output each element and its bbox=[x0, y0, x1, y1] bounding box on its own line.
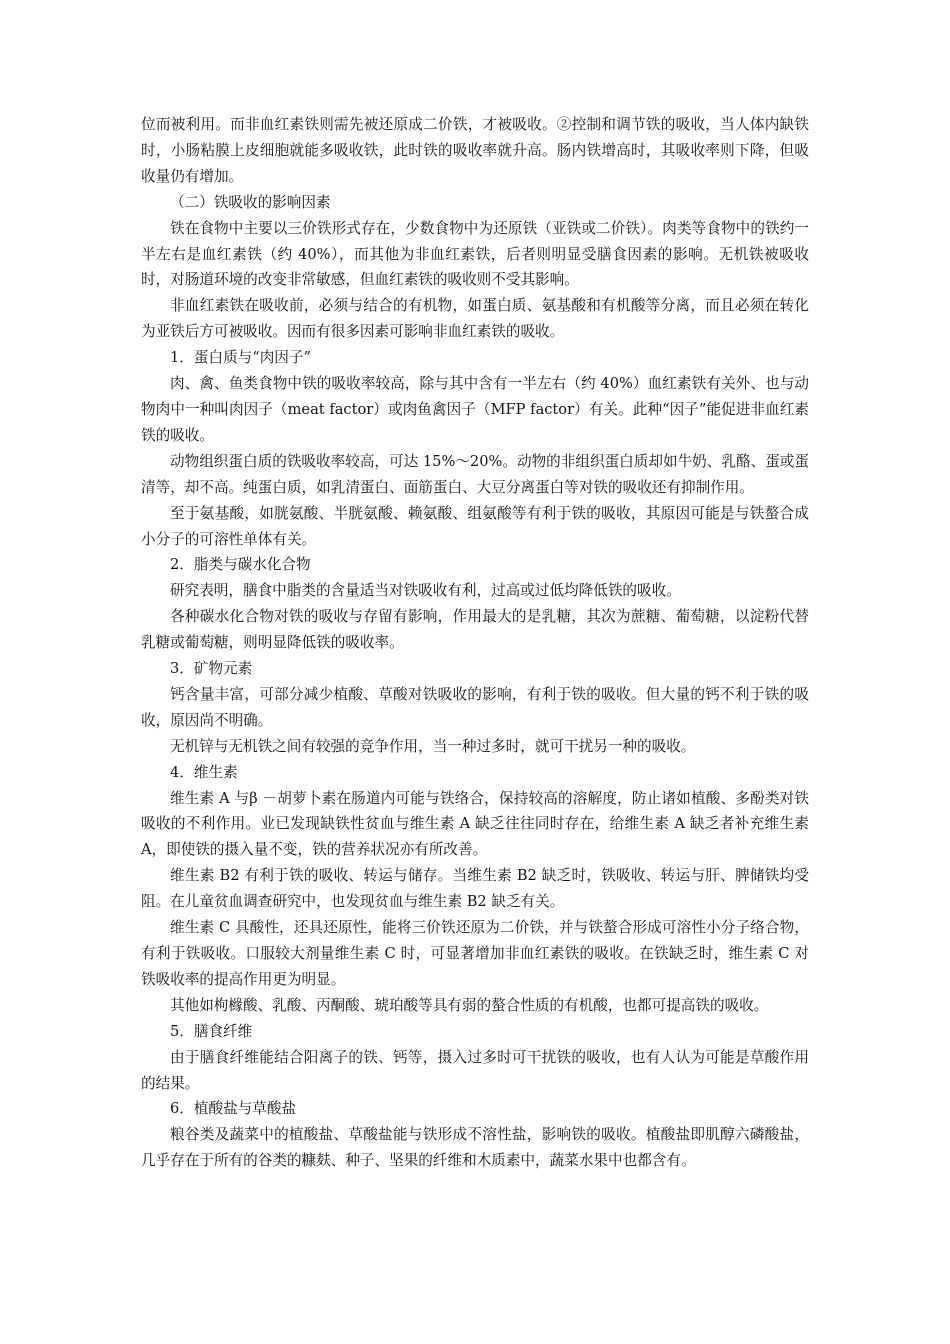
paragraph-body: 无机锌与无机铁之间有较强的竞争作用，当一种过多时，就可干扰另一种的吸收。 bbox=[170, 737, 696, 755]
paragraph-body: 研究表明，膳食中脂类的含量适当对铁吸收有利，过高或过低均降低铁的吸收。 bbox=[170, 582, 681, 600]
paragraph-body: 维生素 B2 有利于铁的吸收、转运与储存。当维生素 B2 缺乏时，铁吸收、转运与肝、脾储铁均受阻。在儿童贫血调查研究中，也发现贫血与维生素 B2 缺乏有关。 bbox=[141, 867, 809, 911]
subsection-heading: 4．维生素 bbox=[170, 763, 238, 781]
paragraph-body: 维生素 A 与β －胡萝卜素在肠道内可能与铁络合，保持较高的溶解度，防止诸如植酸、多酚类对铁吸收的不利作用。业已发现缺铁性贫血与维生素 A 缺乏往往同时存在，给维生素 A 缺乏者补充维生素 A，即使铁的摄入量不变，铁的营养状况亦有所改善。 bbox=[141, 789, 809, 859]
paragraph-body: 铁在食物中主要以三价铁形式存在，少数食物中为还原铁（亚铁或二价铁）。肉类等食物中的铁约一半左右是血红素铁（约 40%），而其他为非血红素铁，后者则明显受膳食因素的影响。无机铁被吸收时，对肠道环境的改变非常敏感，但血红素铁的吸收则不受其影响。 bbox=[141, 219, 809, 289]
paragraph-body: 动物组织蛋白质的铁吸收率较高，可达 15%～20%。动物的非组织蛋白质却如牛奶、乳酪、蛋或蛋清等，却不高。纯蛋白质，如乳清蛋白、面筋蛋白、大豆分离蛋白等对铁的吸收还有抑制作用。 bbox=[141, 452, 809, 496]
paragraph-body: 由于膳食纤维能结合阳离子的铁、钙等，摄入过多时可干扰铁的吸收，也有人认为可能是草酸作用的结果。 bbox=[141, 1048, 809, 1092]
paragraph-body: 至于氨基酸，如胱氨酸、半胱氨酸、赖氨酸、组氨酸等有利于铁的吸收，其原因可能是与铁螯合成小分子的可溶性单体有关。 bbox=[141, 504, 809, 548]
paragraph-body: 位而被利用。而非血红素铁则需先被还原成二价铁，才被吸收。②控制和调节铁的吸收，当人体内缺铁时，小肠粘膜上皮细胞就能多吸收铁，此时铁的吸收率就升高。肠内铁增高时，其吸收率则下降，但吸收量仍有增加。 bbox=[141, 116, 809, 185]
subsection-heading: 3．矿物元素 bbox=[170, 660, 253, 678]
paragraph-body: 粮谷类及蔬菜中的植酸盐、草酸盐能与铁形成不溶性盐，影响铁的吸收。植酸盐即肌醇六磷酸盐，几乎存在于所有的谷类的糠麸、种子、坚果的纤维和木质素中，蔬菜水果中也都含有。 bbox=[141, 1126, 809, 1170]
paragraph-body: 钙含量丰富，可部分减少植酸、草酸对铁吸收的影响，有利于铁的吸收。但大量的钙不利于铁的吸收，原因尚不明确。 bbox=[141, 685, 809, 729]
subsection-heading: 2．脂类与碳水化合物 bbox=[170, 556, 311, 574]
section-heading: （二）铁吸收的影响因素 bbox=[170, 193, 331, 211]
paragraph-body: 各种碳水化合物对铁的吸收与存留有影响，作用最大的是乳糖，其次为蔗糖、葡萄糖，以淀粉代替乳糖或葡萄糖，则明显降低铁的吸收率。 bbox=[141, 608, 809, 652]
paragraph-body: 肉、禽、鱼类食物中铁的吸收率较高，除与其中含有一半左右（约 40%）血红素铁有关外、也与动物肉中一种叫肉因子（meat factor）或肉鱼禽因子（MFP factor）有关。此种“因子”能促进非血红素铁的吸收。 bbox=[141, 375, 809, 444]
subsection-heading: 6．植酸盐与草酸盐 bbox=[170, 1100, 297, 1118]
subsection-heading: 1．蛋白质与“肉因子” bbox=[170, 349, 311, 367]
paragraph-body: 非血红素铁在吸收前，必须与结合的有机物，如蛋白质、氨基酸和有机酸等分离，而且必须在转化为亚铁后方可被吸收。因而有很多因素可影响非血红素铁的吸收。 bbox=[141, 297, 809, 341]
paragraph-body: 其他如枸橼酸、乳酸、丙酮酸、琥珀酸等具有弱的螯合性质的有机酸，也都可提高铁的吸收。 bbox=[170, 996, 769, 1014]
document-page bbox=[141, 112, 809, 1174]
paragraph-body: 维生素 C 具酸性，还具还原性，能将三价铁还原为二价铁，并与铁螯合形成可溶性小分子络合物，有利于铁吸收。口服较大剂量维生素 C 时，可显著增加非血红素铁的吸收。在铁缺乏时，维生素 C 对铁吸收率的提高作用更为明显。 bbox=[141, 919, 809, 988]
subsection-heading: 5．膳食纤维 bbox=[170, 1022, 253, 1040]
